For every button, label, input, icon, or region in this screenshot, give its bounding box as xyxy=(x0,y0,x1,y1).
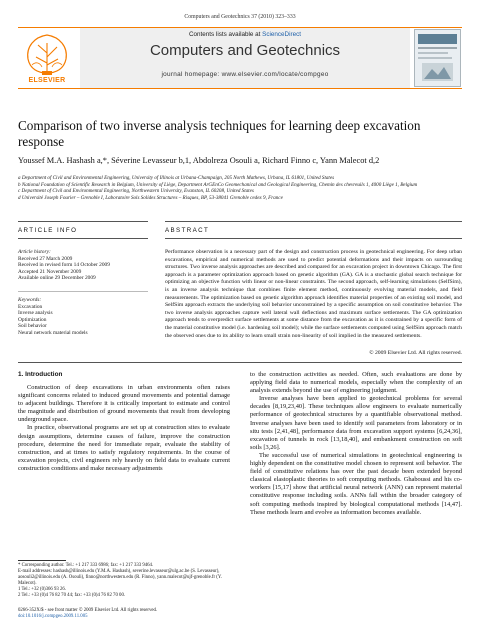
keywords xyxy=(18,297,158,336)
affiliations xyxy=(18,175,464,201)
keyword-item: Optimization xyxy=(18,316,47,323)
body-paragraph: In practice, observational programs are set up at construction sites to evaluate design assumptions, determine causes of failure, improve the construction procedure, determine the need for immediate repair, evaluate the stability of construction, and at times to satisfy regulatory requirements. In the course of excavation projects, civil engineers rely heavily on field data to evaluate current construction conditions and make necessary adjustments xyxy=(18,424,230,472)
affiliation-d: d Université Joseph Fourier – Grenoble I, Laboratoire Sols Solides Structures – Risques, BP, 53-38041 Grenoble cedex 9, France xyxy=(18,194,283,201)
body-paragraph: The successful use of numerical simulations in geotechnical engineering is highly dependent on the constitutive model chosen to represent soil behavior. The field of constitutive relations has over the past decade been extended beyond classical elastoplastic theories to soft computing methods. Ghaboussi and his co-workers [15,17] show that artificial neural network (ANN) can represent material constitutive response including soils. ANNs fall within the broader category of soft computing methods inspired by biological computational methods [14,47]. These methods learn and evolve as information becomes available. xyxy=(250,451,462,516)
history-revised: Received in revised form 14 October 2009 xyxy=(18,262,110,268)
sciencedirect-link[interactable]: ScienceDirect xyxy=(262,31,301,38)
affiliation-a: a Department of Civil and Environmental Engineering, University of Illinois at Urbana-Champaign, 205 North Mathews, Urbana, IL 61801, United States xyxy=(18,175,335,181)
keyword-item: Excavation xyxy=(18,303,43,310)
body-paragraph: to the construction activities as needed. Often, such evaluations are done by applying field data to numerical models, especially when the complexity of an analysis extends beyond the use of engineering judgment. xyxy=(250,371,462,395)
journal-cover-icon xyxy=(414,29,461,87)
article-info-heading: ARTICLE INFO xyxy=(18,227,78,234)
affiliation-c: c Department of Civil and Environmental Engineering, Northwestern University, Evanston, IL 60208, United States xyxy=(18,188,254,195)
body-paragraph: Inverse analyses have been applied to geotechnical problems for several decades [8,19,23,40]. These techniques allow engineers to evaluate numerically performance of geotechnical structures by a quantifiable observational method. Inverse analyses have been used to identify soil parameters from laboratory or in situ tests [2,41,48], performance data from excavation support systems [6,24,36], excavation of tunnels in rock [13,18,40], and embankment construction on soft soils [3,26]. xyxy=(250,395,462,451)
publisher-name: ELSEVIER xyxy=(28,77,66,84)
article-info-rule xyxy=(18,238,148,239)
footnote-rule xyxy=(18,560,66,561)
abstract-text: Performance observation is a necessary part of the design and construction process in geotechnical engineering. For deep urban excavations, empirical and numerical methods are used to predict potential deformations and their impacts on surrounding structures. Two inverse analysis approaches are described and compared for an excavation project in downtown Chicago. The first approach is a parameter optimization approach based on genetic algorithm (GA). GA is a stochastic global search technique for optimizing an objective function with linear or non-linear constraints. The second approach, self-learning simulations (SelfSim), is an inverse analysis technique that combines finite element method, continuously evolving material models, and field measurements. The optimization based on genetic algorithm approach identifies material properties of an existing soil model, and SelfSim approach extracts the underlying soil behavior unconstrained by a specific assumption on soil constitutive behavior. The two inverse analysis approaches capture well lateral wall deflections and maximum surface settlements. The GA optimization approach tends to overpredict surface settlements at some distance from the excavation as it is constrained by a specific form of the material constitutive model (i.e. hardening soil model); while the surface settlements computed using SelfSim approach match the observed ones due to its ability to learn small strain non-linearity of soil implied in the measured settlements. xyxy=(165,249,462,339)
body-left-column xyxy=(18,384,230,473)
doi-link[interactable]: doi:10.1016/j.compgeo.2009.11.005 xyxy=(18,614,88,619)
article-title: Comparison of two inverse analysis techniques for learning deep excavation response xyxy=(18,118,421,149)
keywords-label: Keywords: xyxy=(18,297,42,303)
history-online: Available online 29 December 2009 xyxy=(18,275,96,281)
abstract-heading: ABSTRACT xyxy=(165,227,210,234)
journal-title: Computers and Geotechnics xyxy=(149,42,341,59)
keywords-divider xyxy=(18,291,148,292)
contents-prefix: Contents lists available at xyxy=(188,31,263,38)
abstract-rule xyxy=(165,238,462,239)
issn-line: 0266-352X/$ - see front matter © 2009 Elsevier Ltd. All rights reserved. xyxy=(18,608,158,613)
body-right-column xyxy=(250,371,462,517)
footnote-1: 1 Tel.: +32 (0)366 93 26. xyxy=(18,587,66,592)
history-accepted: Accepted 21 November 2009 xyxy=(18,268,82,275)
body-paragraph: Construction of deep excavations in urban environments often raises significant concerns related to induced ground movements and potential damage to adjacent buildings. Therefore it is critically important to estimate and control the magnitude and distribution of ground movements that result from developing underground space. xyxy=(18,384,230,424)
journal-citation: Computers and Geotechnics 37 (2010) 323–333 xyxy=(184,14,296,20)
issn-doi-block xyxy=(18,608,318,620)
footnotes xyxy=(18,563,230,599)
abstract-top-rule xyxy=(165,221,462,222)
footnote-corresponding: * Corresponding author. Tel.: +1 217 333 6986; fax: +1 217 333 9464. xyxy=(18,563,154,568)
affiliation-b: b National Foundation of Scientific Research in Belgium, University of Liège, Department ArGEnCo Geomechanical and Geological Engineering, Chemin des chevreuils 1, 4000 Liège 1, Belgium xyxy=(18,181,418,188)
keyword-item: Inverse analysis xyxy=(18,310,53,316)
abstract-bottom-rule xyxy=(18,362,462,363)
journal-homepage-link[interactable]: journal homepage: www.elsevier.com/locate/compgeo xyxy=(161,71,329,78)
article-info-top-rule xyxy=(18,221,148,222)
keyword-item: Neural network material models xyxy=(18,329,88,336)
footnote-2: 2 Tel.: +33 (0)4 76 82 70 44; fax: +33 (0)4 76 82 70 00. xyxy=(18,593,126,598)
history-label: Article history: xyxy=(18,249,51,255)
footnote-emails: E-mail addresses: hashash@illinois.edu (Y.M.A. Hashash), severine.levasseur@ulg.ac.be (S. Levasseur), aosouli2@illinois.edu (A. Osouli), finno@northwestern.edu (R. Finno), yann.malecot@ujf-grenoble.fr (Y. Malecot). xyxy=(18,569,222,586)
contents-available xyxy=(80,31,410,38)
history-received: Received 27 March 2009 xyxy=(18,255,73,262)
abstract-copyright: © 2009 Elsevier Ltd. All rights reserved. xyxy=(369,350,462,356)
article-history xyxy=(18,249,158,282)
section-heading-introduction: 1. Introduction xyxy=(18,371,63,378)
author-list: Youssef M.A. Hashash a,*, Séverine Levasseur b,1, Abdolreza Osouli a, Richard Finno c, Yann Malecot d,2 xyxy=(18,156,380,165)
keyword-item: Soil behavior xyxy=(18,323,47,329)
